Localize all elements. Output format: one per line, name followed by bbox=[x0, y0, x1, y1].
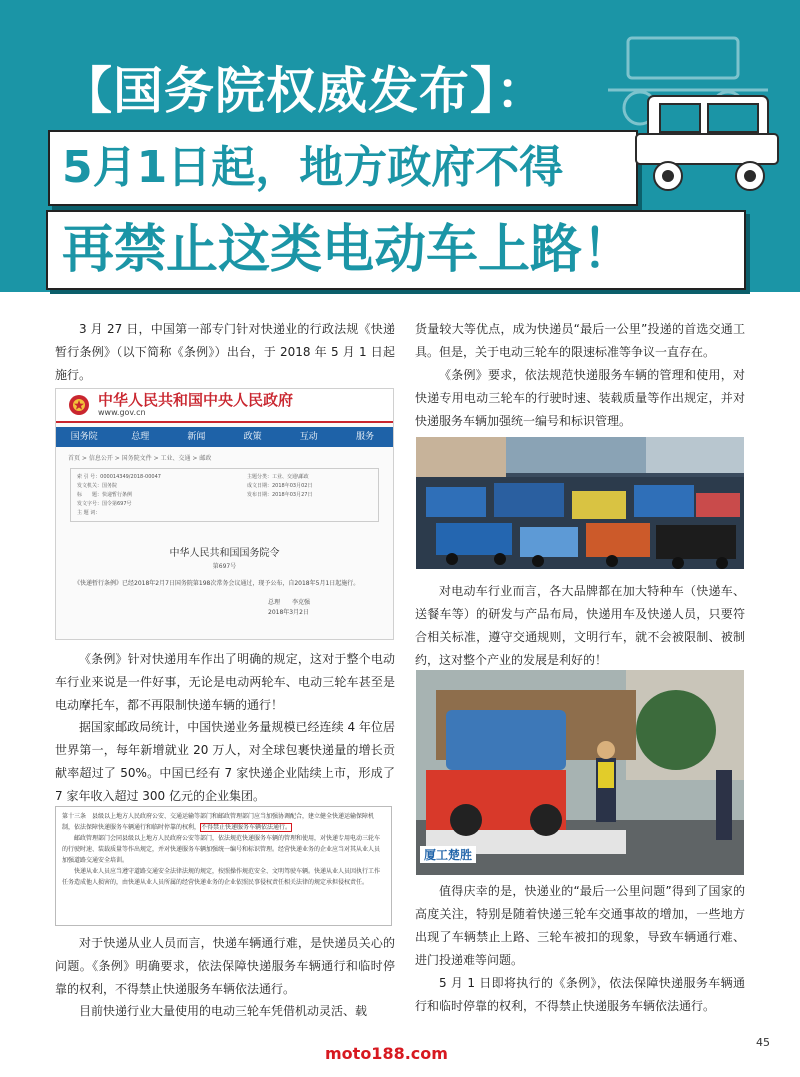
decree-title: 中华人民共和国国务院令 bbox=[169, 548, 280, 559]
meta-doc-number: 发文字号：国令第697号 bbox=[77, 501, 132, 507]
page-number: 45 bbox=[756, 1036, 770, 1049]
gov-website-screenshot bbox=[55, 388, 394, 640]
meta-title: 标 题：快递暂行条例 bbox=[77, 492, 133, 498]
tricycle-brand-sign: 厦工楚胜 bbox=[420, 846, 476, 863]
meta-written-date: 成文日期：2018年03月02日 bbox=[247, 483, 313, 489]
breadcrumb: 首页 > 信息公开 > 国务院文件 > 工业、交通 > 邮政 bbox=[68, 455, 212, 462]
paragraph-last-mile: 值得庆幸的是，快递业的“最后一公里问题”得到了国家的高度关注，特别是随着快递三轮车交通事故的增加，一些地方出现了车辆禁止上路、三轮车被扣的现象，导致车辆通行难、进门投递难等问题。 bbox=[415, 884, 745, 967]
paragraph-couriers: 对于快递从业人员而言，快递车辆通行难，是快递员关心的问题。《条例》明确要求，依法保障快递服务车辆通行和临时停靠的权利，不得禁止快递服务车辆依法通行。 bbox=[55, 936, 395, 996]
headline-line-1: 【国务院权威发布】： bbox=[62, 62, 547, 120]
meta-issuer: 发文机关：国务院 bbox=[77, 483, 118, 489]
parked-tricycles-photo bbox=[416, 437, 744, 569]
nav-item-policy[interactable]: 政策 bbox=[243, 432, 262, 442]
parked-tricycles-image bbox=[416, 437, 744, 569]
gov-site-title: 中华人民共和国中央人民政府 bbox=[98, 391, 294, 409]
clause-text-1: 第十三条 县级以上地方人民政府公安、交通运输等部门和邮政管理部门应当加强协调配合，建立健全快递运输保障机制，依法保障快递服务车辆通行和临时停靠的权利， bbox=[62, 813, 375, 831]
paragraph-conclusion: 5 月 1 日即将执行的《条例》，依法保障快递服务车辆通行和临时停靠的权利，不得禁止快递服务车辆依法通行。 bbox=[415, 976, 745, 1013]
nav-item-state-council[interactable]: 国务院 bbox=[70, 432, 98, 442]
decree-number: 第697号 bbox=[212, 563, 237, 570]
document-meta-table bbox=[70, 468, 379, 522]
decree-date: 2018年3月2日 bbox=[268, 609, 309, 616]
header-banner bbox=[0, 0, 800, 292]
nav-item-premier[interactable]: 总理 bbox=[131, 432, 150, 442]
clause-highlight: 不得禁止快递服务车辆依法通行。 bbox=[201, 824, 292, 831]
electric-tricycle-icon bbox=[588, 30, 788, 200]
paragraph-statistics: 据国家邮政局统计，中国快递业务量规模已经连续 4 年位居世界第一，每年新增就业 20 万人，对全球包裹快递量的增长贡献率超过了 50%。中国已经有 7 家快递企业陆续上市，形成了 7 家年收入超过 300 亿元的企业集团。 bbox=[55, 720, 395, 803]
clause-text-3: 快递从业人员应当遵守道路交通安全法律法规的规定，按照操作规范安全、文明驾驶车辆。快递从业人员因执行工作任务造成他人损害的，由快递从业人员所属的经营快递业务的企业依照民事侵权责任相关法律的规定承担侵权责任。 bbox=[62, 868, 381, 886]
decree-signature: 总理 李克强 bbox=[268, 599, 311, 606]
paragraph-tricycles: 目前快递行业大量使用的电动三轮车凭借机动灵活、载 bbox=[79, 1004, 368, 1018]
national-emblem-icon bbox=[68, 394, 90, 416]
police-tow-image bbox=[416, 670, 744, 875]
article-13-excerpt bbox=[55, 806, 392, 926]
meta-keywords: 主 题 词： bbox=[77, 510, 101, 516]
meta-publish-date: 发布日期：2018年03月27日 bbox=[247, 492, 313, 498]
meta-category: 主题分类：工业、交通\邮政 bbox=[247, 474, 309, 480]
paragraph-intro: 3 月 27 日，中国第一部专门针对快递业的行政法规《快递暂行条例》（以下简称《条例》）出台，于 2018 年 5 月 1 日起施行。 bbox=[55, 322, 395, 382]
headline-line-3: 再禁止这类电动车上路！ bbox=[46, 210, 746, 290]
police-tricycle-photo bbox=[416, 670, 744, 875]
nav-item-news[interactable]: 新闻 bbox=[187, 432, 206, 442]
clause-text-2: 邮政管理部门会同县级以上地方人民政府公安等部门，依法规范快递服务车辆的管理和使用，对快递专用电动三轮车的行驶时速、装载质量等作出规定，并对快递服务车辆加强统一编号和标识管理。经营快递业务的企业应当对其从业人员加强道路交通安全培训。 bbox=[62, 835, 381, 864]
paragraph-right-2: 《条例》要求，依法规范快递服务车辆的管理和使用，对快递专用电动三轮车的行驶时速、装载质量等作出规定，并对快递服务车辆加强统一编号和标识管理。 bbox=[415, 368, 745, 428]
headline-line-2: 5月1日起，地方政府不得 bbox=[48, 130, 638, 206]
nav-item-interaction[interactable]: 互动 bbox=[299, 432, 318, 442]
gov-site-header bbox=[56, 389, 393, 423]
paragraph-industry: 对电动车行业而言，各大品牌都在加大特种车（快递车、送餐车等）的研发与产品布局，快递用车及快递人员，只要符合相关标准，遵守交通规则，文明行车，就不会被限制、被制约，这对整个产业的发展是利好的！ bbox=[415, 584, 745, 667]
site-watermark: moto188.com bbox=[325, 1044, 448, 1063]
decree-body: 《快递暂行条例》已经2018年2月7日国务院第198次常务会议通过，现予公布，自2018年5月1日起施行。 bbox=[74, 580, 360, 587]
nav-item-service[interactable]: 服务 bbox=[355, 432, 374, 442]
gov-nav-bar bbox=[56, 427, 393, 447]
paragraph-regulation-vehicles: 《条例》针对快递用车作出了明确的规定，这对于整个电动车行业来说是一件好事，无论是电动两轮车、电动三轮车甚至是电动摩托车，都不再限制快递车辆的通行！ bbox=[55, 652, 395, 712]
meta-index: 索 引 号：000014349/2018-00047 bbox=[77, 474, 161, 480]
paragraph-right-1: 货量较大等优点，成为快递员“最后一公里”投递的首选交通工具。但是，关于电动三轮车的限速标准等争议一直存在。 bbox=[415, 322, 745, 359]
gov-site-url: www.gov.cn bbox=[98, 408, 146, 417]
